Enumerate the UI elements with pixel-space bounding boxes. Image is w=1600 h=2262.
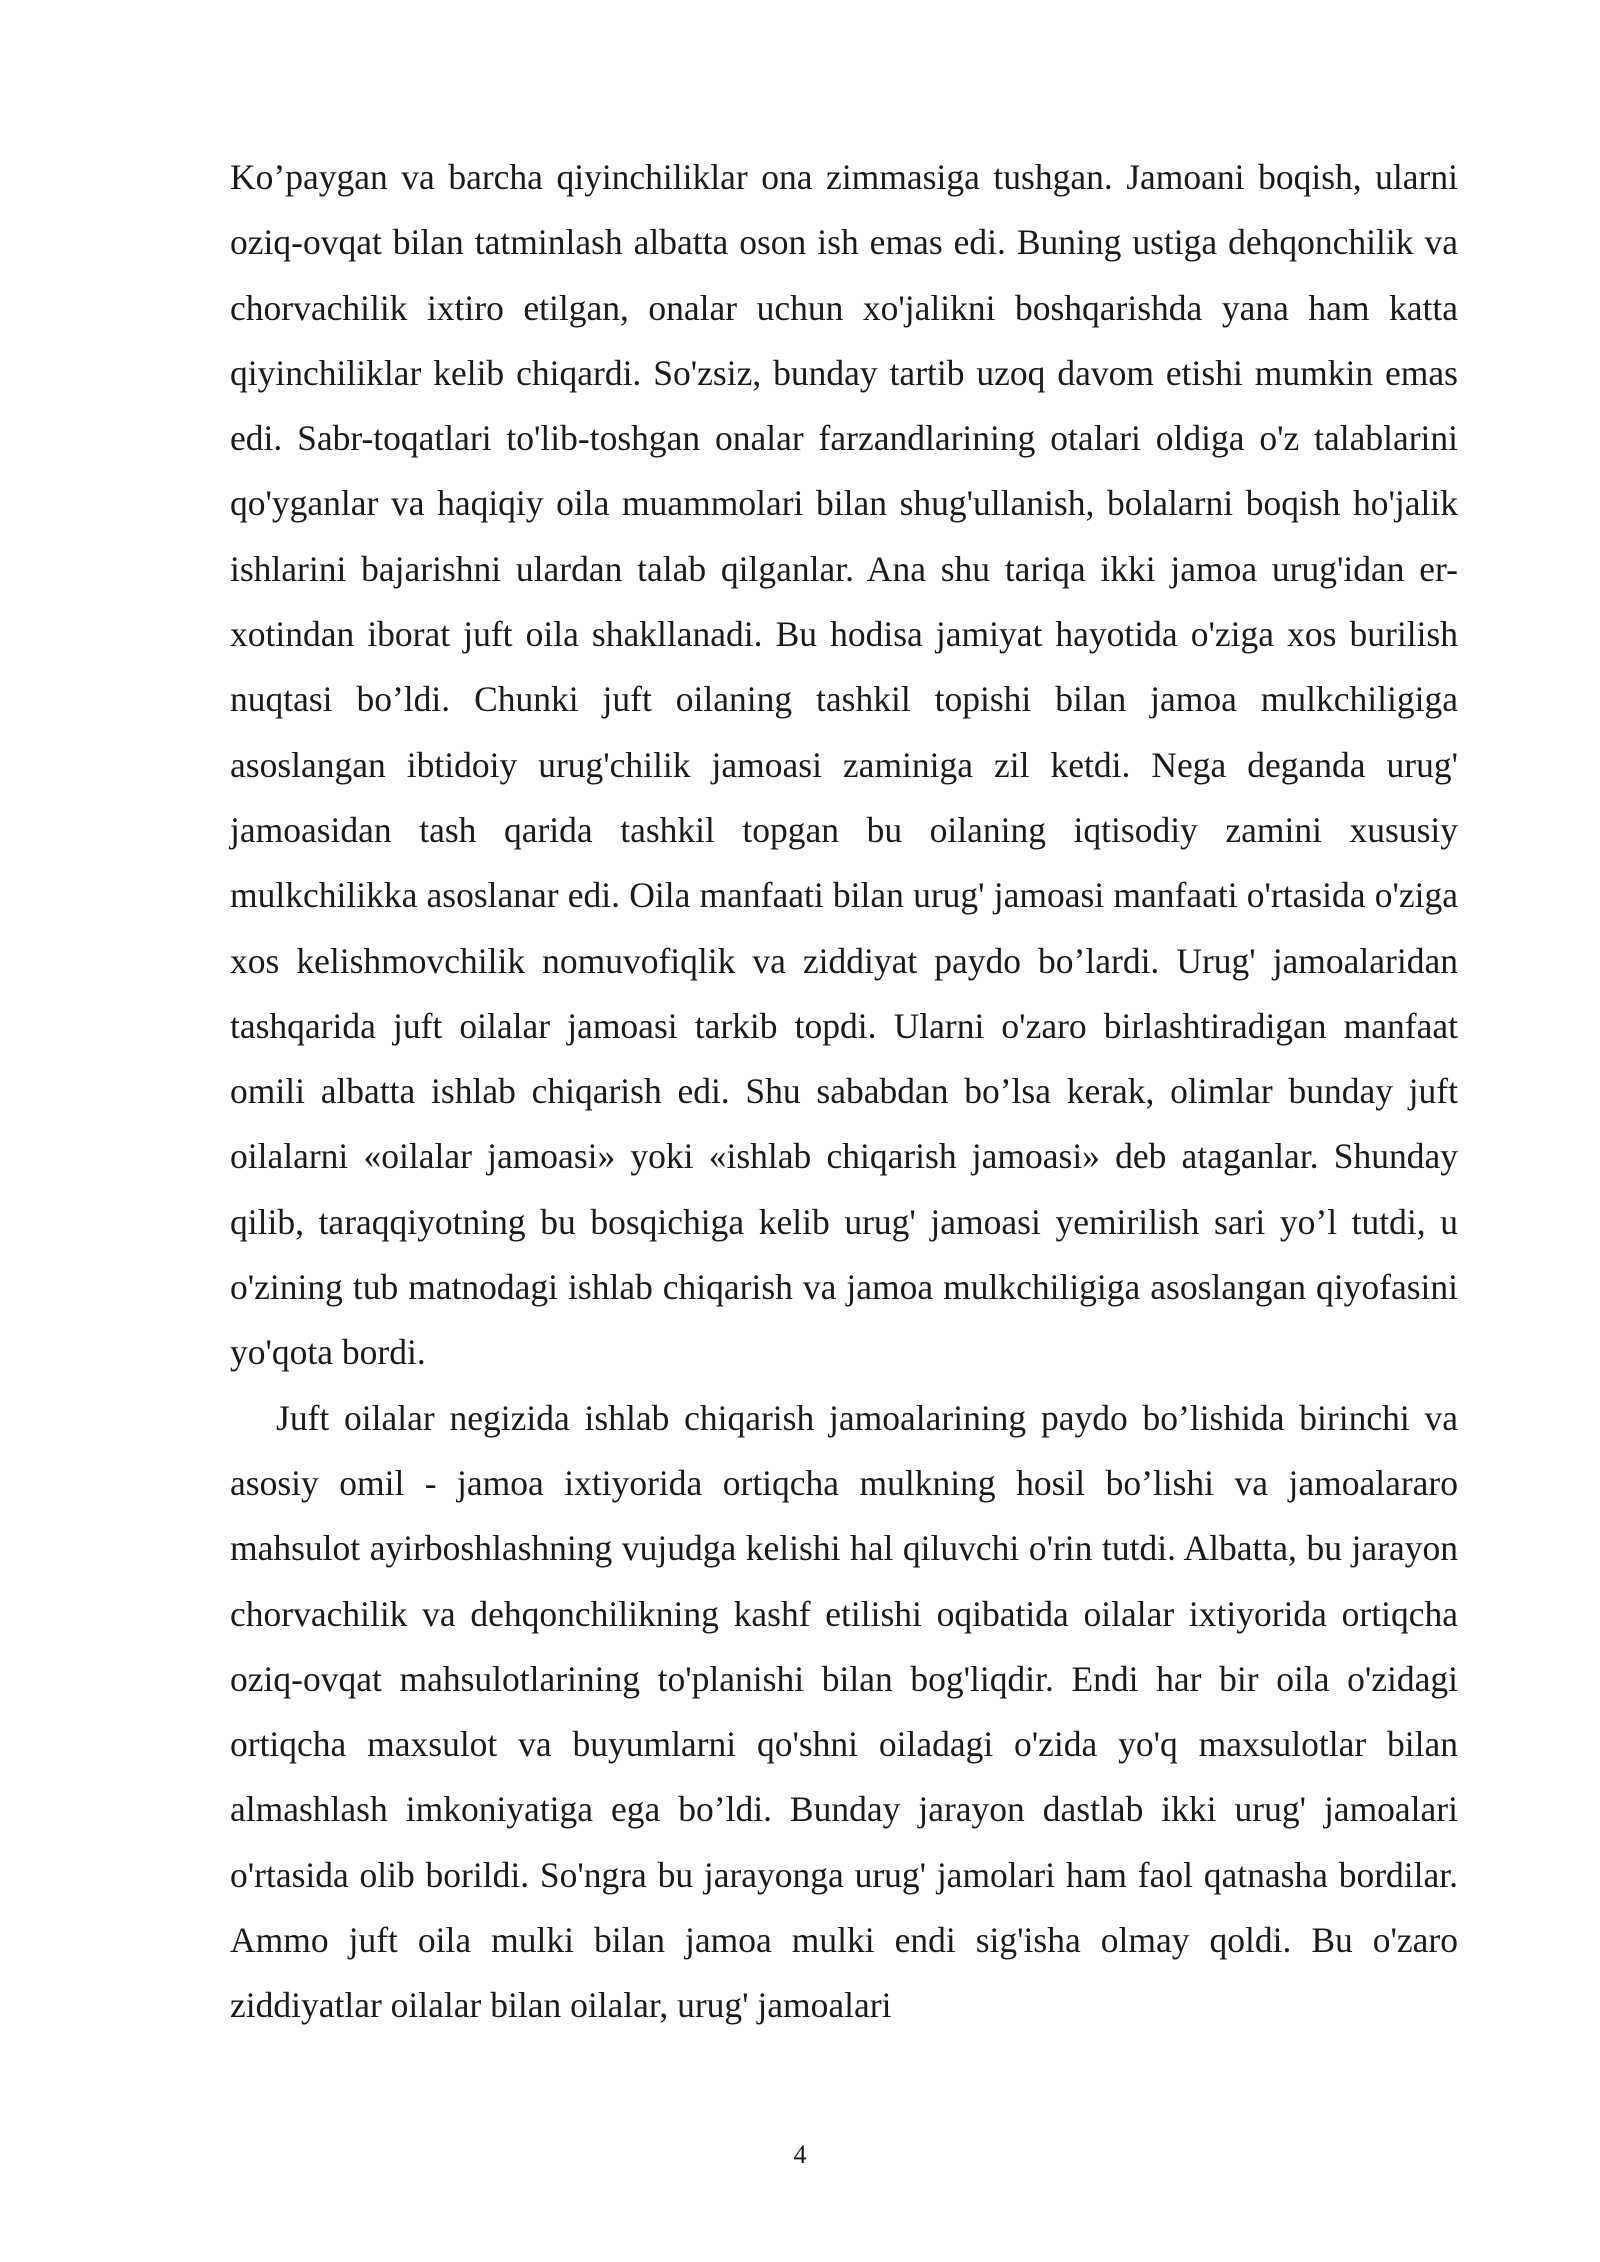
paragraph-2: Juft oilalar negizida ishlab chiqarish jamoalarining paydo bo’lishida birinchi va asosiy omil - jamoa ixtiyorida ortiqcha mulkning hosil bo’lishi va jamoalararo mahsulot ayirboshlashning vujudga kelishi hal qiluvchi o'rin tutdi. Albatta, bu jarayon chorvachilik va dehqonchilikning kashf etilishi oqibatida oilalar ixtiyorida ortiqcha oziq-ovqat mahsulotlarining to'planishi bilan bog'liqdir. Endi har bir oila o'zidagi ortiqcha maxsulot va buyumlarni qo'shni oiladagi o'zida yo'q maxsulotlar bilan almashlash imkoniyatiga ega bo’ldi. Bunday jarayon dastlab ikki urug' jamoalari o'rtasida olib borildi. So'ngra bu jarayonga urug' jamolari ham faol qatnasha bordilar. Ammo juft oila mulki bilan jamoa mulki endi sig'isha olmay qoldi. Bu o'zaro ziddiyatlar oilalar bilan oilalar, urug' jamoalari xyxy=(230,1397,1458,2026)
body-text xyxy=(230,145,1458,2039)
paragraph-1: Ko’paygan va barcha qiyinchiliklar ona zimmasiga tushgan. Jamoani boqish, ularni oziq-ovqat bilan tatminlash albatta oson ish emas edi. Buning ustiga dehqonchilik va chorvachilik ixtiro etilgan, onalar uchun xo'jalikni boshqarishda yana ham katta qiyinchiliklar kelib chiqardi. So'zsiz, bunday tartib uzoq davom etishi mumkin emas edi. Sabr-toqatlari to'lib-toshgan onalar farzandlarining otalari oldiga o'z talablarini qo'yganlar va haqiqiy oila muammolari bilan shug'ullanish, bolalarni boqish ho'jalik ishlarini bajarishni ulardan talab qilganlar. Ana shu tariqa ikki jamoa urug'idan er-xotindan iborat juft oila shakllanadi. Bu hodisa jamiyat hayotida o'ziga xos burilish nuqtasi bo’ldi. Chunki juft oilaning tashkil topishi bilan jamoa mulkchiligiga asoslangan ibtidoiy urug'chilik jamoasi zaminiga zil ketdi. Nega deganda urug' jamoasidan tash qarida tashkil topgan bu oilaning iqtisodiy zamini xususiy mulkchilikka asoslanar edi. Oila manfaati bilan urug' jamoasi manfaati o'rtasida o'ziga xos kelishmovchilik nomuvofiqlik va ziddiyat paydo bo’lardi. Urug' jamoalaridan tashqarida juft oilalar jamoasi tarkib topdi. Ularni o'zaro birlashtiradigan manfaat omili albatta ishlab chiqarish edi. Shu sababdan bo’lsa kerak, olimlar bunday juft oilalarni «oilalar jamoasi» yoki «ishlab chiqarish jamoasi» deb ataganlar. Shunday qilib, taraqqiyotning bu bosqichiga kelib urug' jamoasi yemirilish sari yo’l tutdi, u o'zining tub matnodagi ishlab chiqarish va jamoa mulkchiligiga asoslangan qiyofasini yo'qota bordi. xyxy=(230,157,1458,1373)
page-number: 4 xyxy=(793,2140,807,2169)
